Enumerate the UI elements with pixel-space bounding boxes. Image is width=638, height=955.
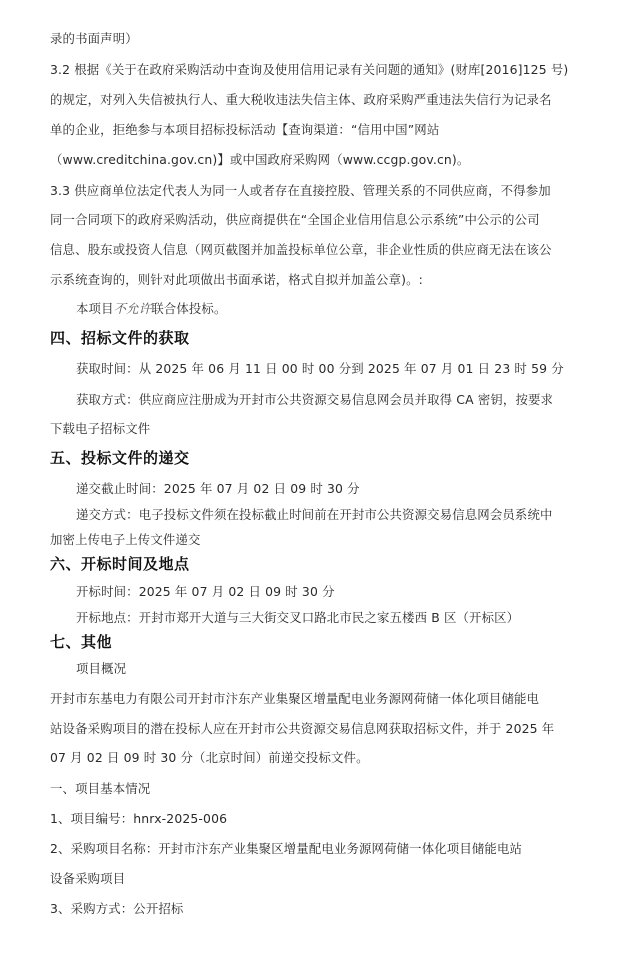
text-line: 的规定，对列入失信被执行人、重大税收违法失信主体、政府采购严重违法失信行为记录名 [50,92,552,107]
consortium-emphasis: 不允许 [113,301,152,316]
text-line: 3.2 根据《关于在政府采购活动中查询及使用信用记录有关问题的通知》(财库[2016]125 号) [50,62,569,77]
section-heading-5: 五、投标文件的递交 [50,449,190,467]
text-line: 开标地点：开封市郑开大道与三大街交叉口路北市民之家五楼西 B 区（开标区） [76,610,520,625]
consortium-line [76,301,227,317]
text-line: 1、项目编号：hnrx-2025-006 [50,811,228,826]
text-line: 加密上传电子上传文件递交 [50,532,201,547]
text-line: 信息、股东或投资人信息（网页截图并加盖投标单位公章，非企业性质的供应商无法在该公 [50,242,552,257]
text-line: 递交截止时间：2025 年 07 月 02 日 09 时 30 分 [76,481,360,496]
text-line: 下载电子招标文件 [50,421,151,436]
text-line: 示系统查询的，则针对此项做出书面承诺，格式自拟并加盖公章)。: [50,272,423,287]
section-heading-4: 四、招标文件的获取 [50,329,190,347]
text-line: 站设备采购项目的潜在投标人应在开封市公共资源交易信息网获取招标文件，并于 2025 年 [50,721,555,736]
text-line: 设备采购项目 [50,871,126,886]
text-line: 一、项目基本情况 [50,781,151,796]
text-line: 开封市东基电力有限公司开封市汴东产业集聚区增量配电业务源网荷储一体化项目储能电 [50,691,540,706]
text-line: 获取方式：供应商应注册成为开封市公共资源交易信息网会员并取得 CA 密钥，按要求 [76,392,554,407]
text-line: 录的书面声明） [50,31,138,46]
text-line: 单的企业，拒绝参与本项目招标投标活动【查询渠道：“信用中国”网站 [50,122,440,137]
section-heading-6: 六、开标时间及地点 [50,555,190,573]
text-line: 递交方式：电子投标文件须在投标截止时间前在开封市公共资源交易信息网会员系统中 [76,507,553,522]
text-line: 获取时间：从 2025 年 06 月 11 日 00 时 00 分到 2025 年 07 月 01 日 23 时 59 分 [76,361,564,376]
text-line: （www.creditchina.gov.cn)】或中国政府采购网（www.ccgp.gov.cn)。 [50,152,470,167]
text-line: 2、采购项目名称：开封市汴东产业集聚区增量配电业务源网荷储一体化项目储能电站 [50,841,523,856]
text-line: 3.3 供应商单位法定代表人为同一人或者存在直接控股、管理关系的不同供应商，不得参加 [50,183,551,198]
text-line: 07 月 02 日 09 时 30 分（北京时间）前递交投标文件。 [50,750,369,765]
section-heading-7: 七、其他 [50,633,113,651]
text-line: 开标时间：2025 年 07 月 02 日 09 时 30 分 [76,584,335,599]
consortium-prefix: 本项目 [76,301,114,316]
text-line: 3、采购方式：公开招标 [50,901,184,916]
text-line: 同一合同项下的政府采购活动，供应商提供在“全国企业信用信息公示系统”中公示的公司 [50,212,540,227]
consortium-suffix: 联合体投标。 [151,301,227,316]
text-line: 项目概况 [76,661,127,676]
